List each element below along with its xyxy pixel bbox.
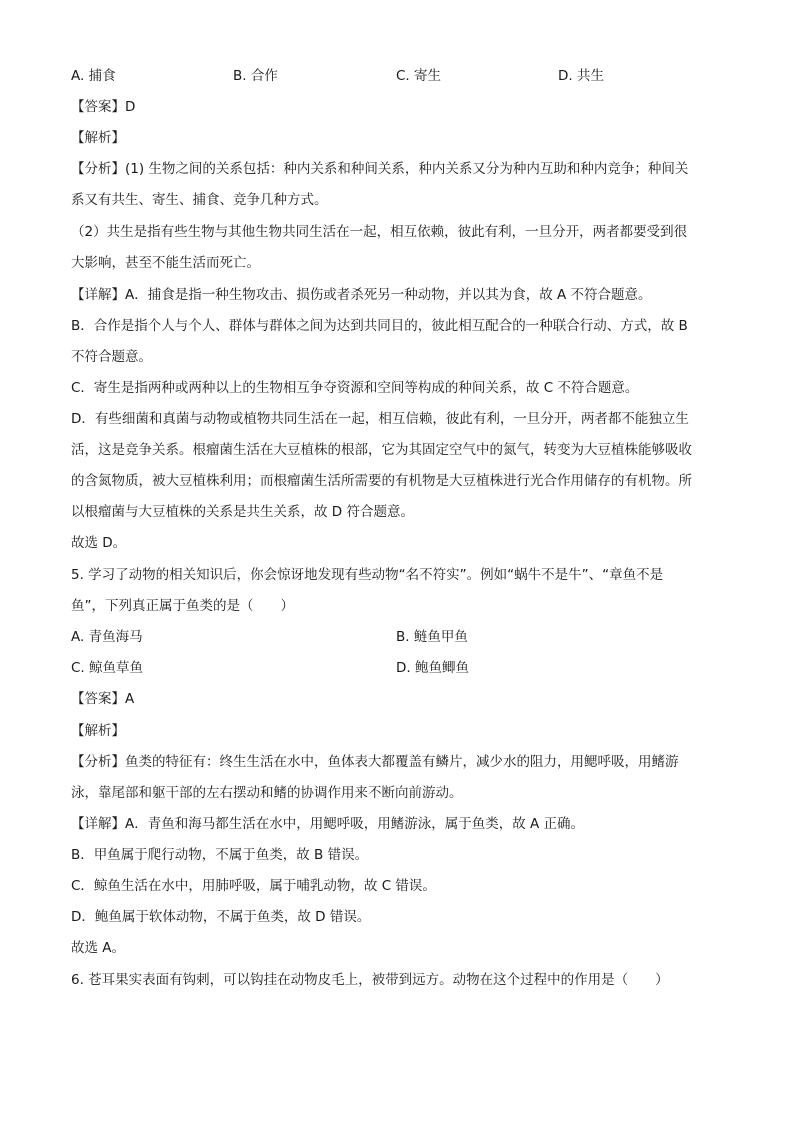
q5-xiangjie-line: B．甲鱼属于爬行动物，不属于鱼类，故 B 错误。 xyxy=(71,847,369,863)
q5-fenxi-line: 【分析】鱼类的特征有：终生生活在水中，鱼体表大都覆盖有鳞片，减少水的阻力，用鳃呼吸，用鳍游 xyxy=(71,754,679,770)
q4-xiangjie-line: 不符合题意。 xyxy=(71,349,152,365)
q4-fenxi-line: （2）共生是指有些生物与其他生物共同生活在一起，相互依赖，彼此有利，一旦分开，两者都要受到很 xyxy=(71,224,688,240)
q5-options-row-1 xyxy=(71,627,721,647)
q5-option-a: A. 青鱼海马 xyxy=(71,629,143,645)
q4-option-c: C. 寄生 xyxy=(396,68,442,84)
q5-option-d: D. 鲍鱼鲫鱼 xyxy=(396,660,469,676)
q5-fenxi-line: 泳，靠尾部和躯干部的左右摆动和鳍的协调作用来不断向前游动。 xyxy=(71,785,463,801)
q5-xiangjie-line: C．鲸鱼生活在水中，用肺呼吸，属于哺乳动物，故 C 错误。 xyxy=(71,878,436,894)
q5-option-c: C. 鲸鱼草鱼 xyxy=(71,660,144,676)
q4-answer: 【答案】D xyxy=(71,99,136,115)
q5-xiangjie-line: D．鲍鱼属于软体动物，不属于鱼类，故 D 错误。 xyxy=(71,909,371,925)
q4-option-b: B. 合作 xyxy=(233,68,278,84)
q4-analysis-label: 【解析】 xyxy=(71,130,125,146)
q5-xiangjie-line: 【详解】A．青鱼和海马都生活在水中，用鳃呼吸，用鳍游泳，属于鱼类，故 A 正确。 xyxy=(71,816,585,832)
q6-stem: 6. 苍耳果实表面有钩刺，可以钩挂在动物皮毛上，被带到远方。动物在这个过程中的作用是（ ） xyxy=(71,972,669,988)
q4-fenxi-line: 【分析】(1) 生物之间的关系包括：种内关系和种间关系，种内关系又分为种内互助和种内竞争；种间关 xyxy=(71,161,689,177)
q5-option-b: B. 鲢鱼甲鱼 xyxy=(396,629,468,645)
q5-conclusion: 故选 A。 xyxy=(71,940,126,956)
q4-xiangjie-line: D．有些细菌和真菌与动物或植物共同生活在一起，相互信赖，彼此有利，一旦分开，两者都不能独立生 xyxy=(71,411,689,427)
q4-option-a: A. 捕食 xyxy=(71,68,116,84)
q5-stem-line: 5. 学习了动物的相关知识后，你会惊讶地发现有些动物“名不符实”。例如“蜗牛不是牛”、“章鱼不是 xyxy=(71,567,664,583)
q5-stem-line: 鱼”，下列真正属于鱼类的是（ ） xyxy=(71,598,294,614)
q4-conclusion: 故选 D。 xyxy=(71,535,127,551)
q5-analysis-label: 【解析】 xyxy=(71,723,125,739)
q5-options-row-2 xyxy=(71,658,721,678)
q4-fenxi-line: 大影响，甚至不能生活而死亡。 xyxy=(71,255,260,271)
q4-options xyxy=(71,66,721,86)
q4-xiangjie-line: 以根瘤菌与大豆植株的关系是共生关系，故 D 符合题意。 xyxy=(71,504,414,520)
q4-option-d: D. 共生 xyxy=(558,68,604,84)
q5-answer: 【答案】A xyxy=(71,691,135,707)
q4-xiangjie-line: B．合作是指个人与个人、群体与群体之间为达到共同目的，彼此相互配合的一种联合行动、方式，故 B xyxy=(71,318,688,334)
q4-xiangjie-line: 【详解】A．捕食是指一种生物攻击、损伤或者杀死另一种动物，并以其为食，故 A 不符合题意。 xyxy=(71,287,652,303)
q4-fenxi-line: 系又有共生、寄生、捕食、竞争几种方式。 xyxy=(71,192,328,208)
q4-xiangjie-line: 的含氮物质，被大豆植株利用；而根瘤菌生活所需要的有机物是大豆植株进行光合作用储存的有机物。所 xyxy=(71,473,692,489)
q4-xiangjie-line: 活，这是竞争关系。根瘤菌生活在大豆植株的根部，它为其固定空气中的氮气，转变为大豆植株能够吸收 xyxy=(71,442,692,458)
q4-xiangjie-line: C．寄生是指两种或两种以上的生物相互争夺资源和空间等构成的种间关系，故 C 不符合题意。 xyxy=(71,380,639,396)
